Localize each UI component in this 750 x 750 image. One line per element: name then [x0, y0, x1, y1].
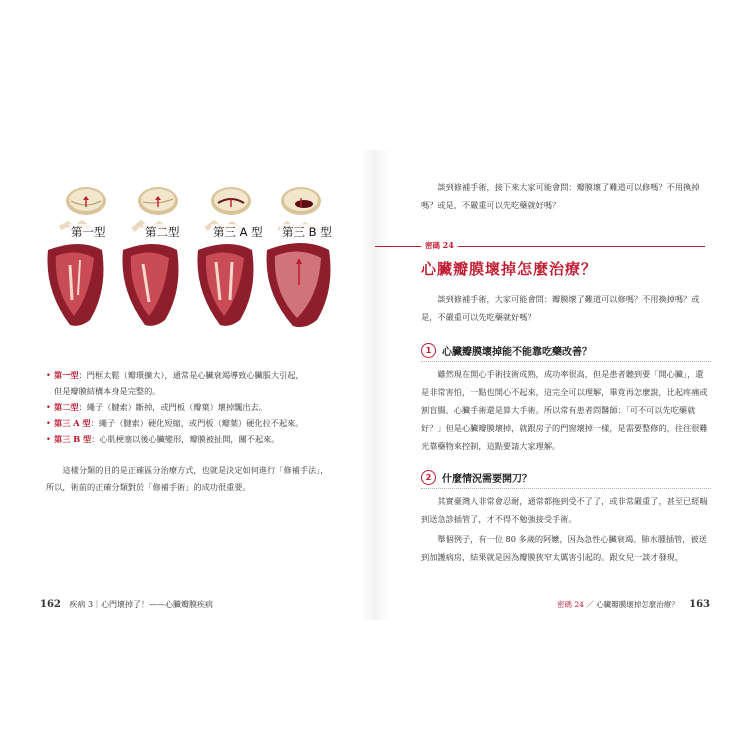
legend-term: 第三 B 型: [54, 434, 92, 444]
secret-label: 密碼: [425, 241, 440, 250]
legend-text: ：繩子（腱索）斷掉，或門板（瓣葉）壞掉飄出去。: [78, 402, 267, 412]
bullet-icon: •: [46, 370, 51, 380]
right-page: [375, 0, 750, 750]
left-footer: [40, 599, 213, 610]
question-1-answer: 雖然現在開心手術技術成熟，成功率很高，但是患者聽到要「開心臟」，還是非常害怕，一點也開心不起來，這完全可以理解，畢竟再怎麼說，比起疼痛或割盲腸，心臟手術還是算大手術。所以常有患者問醫師：「可不可以先吃藥就好？」但是心臟瓣膜壞掉，就跟房子的門窗壞掉一樣，是需要整修的，往往很難光靠藥物來控制，這點要請大家理解。: [421, 369, 708, 451]
question-title: 心臟瓣膜壞掉能不能靠吃藥改善？: [442, 347, 592, 358]
figure-label-type3b: 第三 B 型: [282, 225, 332, 239]
section-title: 心臟瓣膜壞掉怎麼治療？: [421, 260, 598, 278]
question-title: 什麼情況需要開刀？: [442, 474, 532, 485]
valve-type3a-image: [210, 185, 252, 217]
section-intro-paragraph: 談到修補手術，大家可能會問：瓣膜壞了難道可以修嗎？不用換掉嗎？或是，不嚴重可以先吃藥就好嗎？: [421, 294, 700, 322]
bullet-icon: •: [46, 434, 51, 444]
figure-label-type1: 第一型: [71, 225, 106, 239]
classification-paragraph: 這樣分類的目的是正確區分治療方式，也就是決定如何進行「修補手法」，所以，術前的正確分類對於「修補手術」的成功很重要。: [46, 465, 329, 492]
intro-paragraph: 談到修補手術，接下來大家可能會問：瓣膜壞了難道可以修嗎？不用換掉嗎？或是，不嚴重可以先吃藥就好嗎？: [421, 182, 700, 210]
page-number: 163: [689, 599, 710, 610]
legend-item: [46, 399, 336, 415]
secret-badge: [421, 240, 458, 251]
number-circle-icon: 1: [421, 343, 436, 358]
legend-text: ：心肌梗塞以後心臟變形，瓣膜被扯開，關不起來。: [91, 434, 280, 444]
valve-type-legend: [46, 367, 336, 447]
secret-number: 24: [442, 240, 454, 250]
legend-term: 第三 A 型: [54, 418, 91, 428]
figure-label-type2: 第二型: [145, 225, 180, 239]
question-2-answer-2: 舉個例子，有一位 80 多歲的阿嬤，因為急性心臟衰竭、肺水腫插管，被送到加護病房，結果就是因為瓣膜狹窄太厲害引起的。跟女兒一談才發現，: [421, 534, 707, 562]
valve-type3b-image: [280, 185, 322, 217]
footer-separator: ／: [586, 600, 594, 609]
running-title: 疾病 3｜心門壞掉了！——心臟瓣膜疾病: [69, 600, 214, 609]
running-title: 心臟瓣膜壞掉怎麼治療？: [596, 600, 679, 609]
valve-classification-figure: [35, 182, 335, 332]
question-heading-2: [421, 470, 532, 485]
heading-divider: [421, 488, 711, 489]
legend-item: [46, 367, 336, 399]
right-footer: [557, 599, 710, 610]
legend-text: ：繩子（腱索）硬化短縮，或門板（瓣葉）硬化拉不起來。: [90, 418, 304, 428]
legend-term: 第二型: [54, 402, 79, 412]
chapter-label: 密碼 24: [557, 600, 584, 609]
page-number: 162: [40, 599, 61, 610]
legend-item: [46, 415, 336, 431]
legend-text: ：門框太鬆（瓣環擴大），通常是心臟衰竭導致心臟脹大引起，: [78, 370, 304, 380]
valve-type2-image: [137, 185, 179, 217]
legend-item: [46, 431, 336, 447]
bullet-icon: •: [46, 402, 51, 412]
number-circle-icon: 2: [421, 470, 436, 485]
figure-label-type3a: 第三 A 型: [213, 225, 263, 239]
legend-term: 第一型: [54, 370, 79, 380]
valve-type1-image: [65, 185, 107, 217]
question-2-answer-1: 其實臺灣人非常會忍耐，通常都拖到受不了了，或非常嚴重了，甚至已經喘到送急診插管了，才不得不勉強接受手術。: [421, 496, 708, 524]
heading-divider: [421, 361, 711, 362]
question-heading-1: [421, 343, 592, 358]
bullet-icon: •: [46, 418, 51, 428]
legend-continuation: 但是瓣膜結構本身是完整的。: [54, 386, 161, 396]
